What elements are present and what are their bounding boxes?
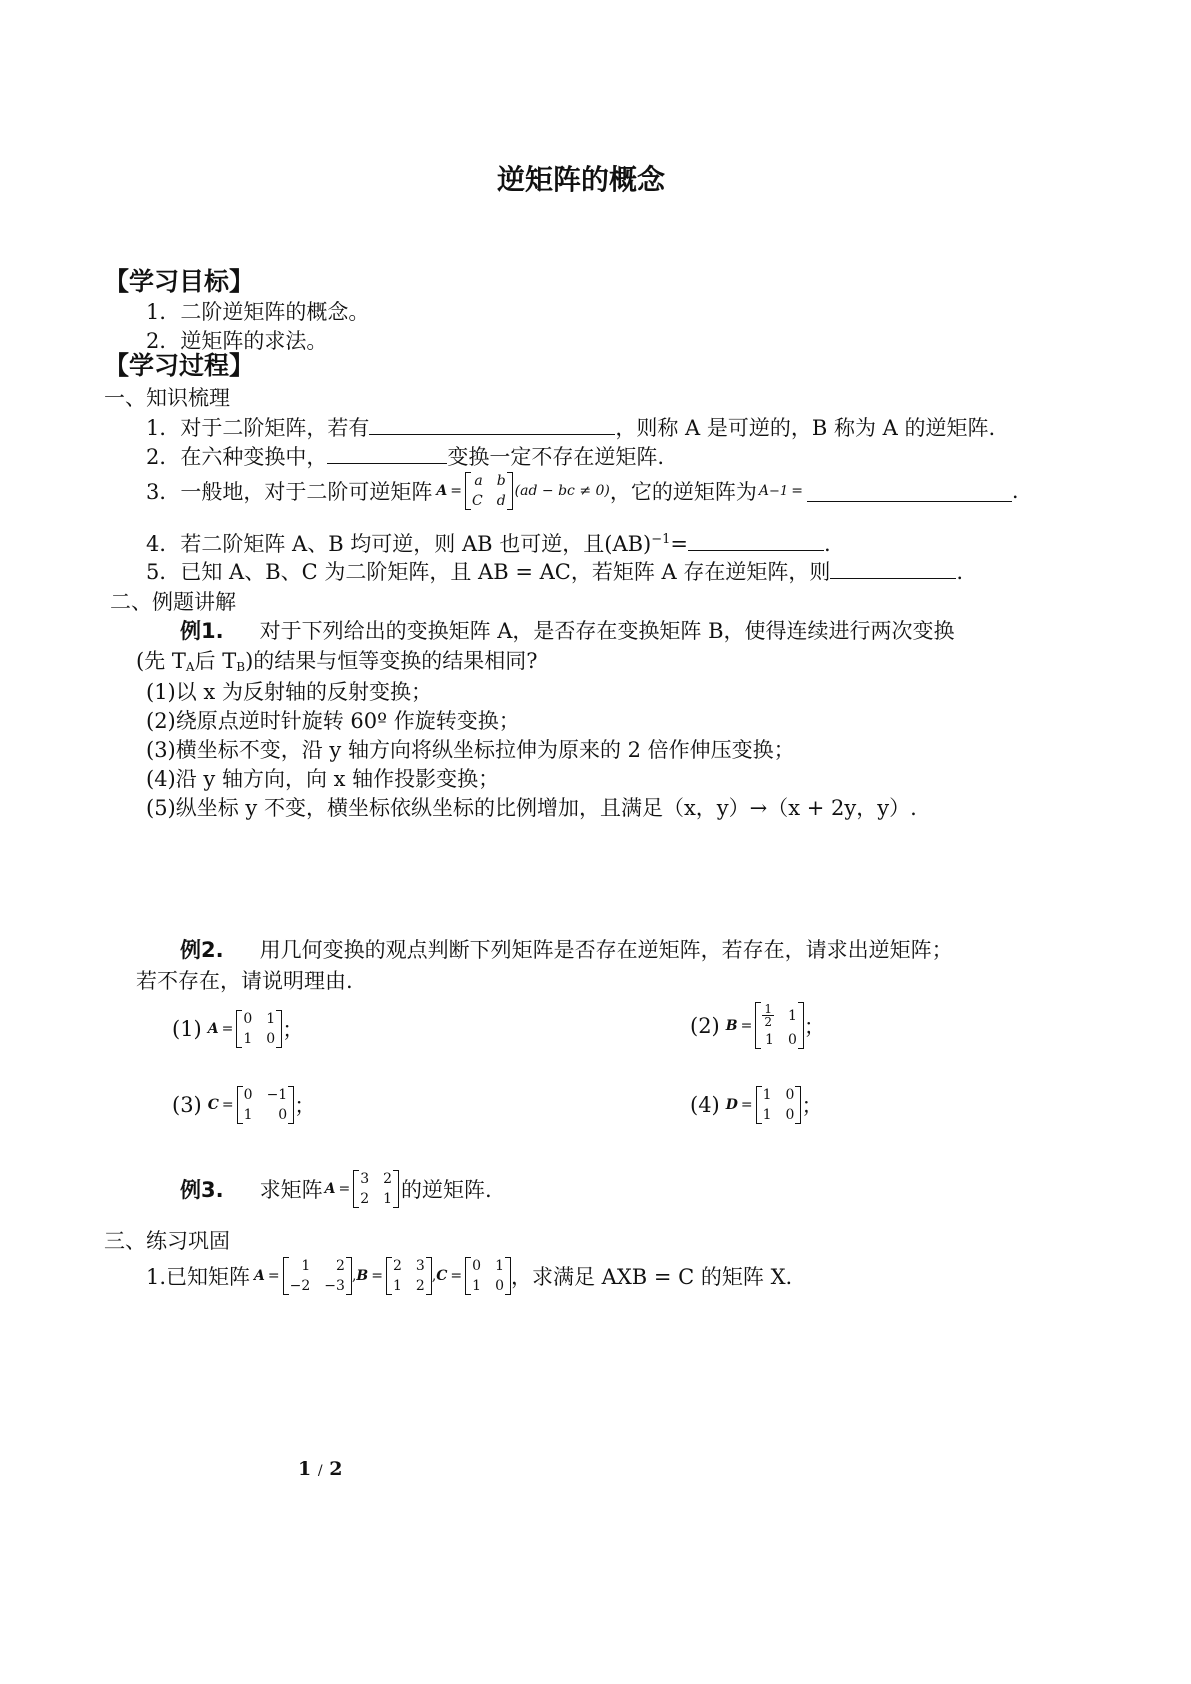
matrix-cell: d (496, 493, 506, 509)
inverse-sup: −1 (769, 483, 789, 499)
knowledge-item-4 (146, 528, 831, 558)
example-sub: A (185, 660, 195, 674)
inverse-symbol (759, 483, 803, 499)
example-sub: B (236, 660, 246, 674)
example-1-line2 (136, 645, 538, 675)
item-number: (4) (690, 1093, 720, 1117)
matrix-ex3: A = 3 2 2 1 (325, 1170, 399, 1208)
knowledge-text: 4．若二阶矩阵 A、B 均可逆，则 AB 也可逆，且(AB) (146, 532, 652, 556)
matrix-label: A (207, 1021, 219, 1037)
semicolon: ； (282, 1018, 304, 1042)
matrix-label: A (324, 1181, 336, 1197)
answer-blank[interactable] (830, 558, 956, 579)
example-label: 例2. (180, 938, 224, 962)
example-label: 例1. (180, 619, 224, 643)
example-1-item: (3)横坐标不变，沿 y 轴方向将纵坐标拉伸为原来的 2 倍作伸压变换； (146, 738, 795, 762)
example-2-line2: 若不存在，请说明理由. (136, 969, 353, 993)
page-number (298, 1458, 342, 1480)
example-1-item: (4)沿 y 轴方向，向 x 轴作投影变换； (146, 767, 500, 791)
goal-item: 1．二阶逆矩阵的概念。 (146, 300, 370, 324)
knowledge-text: 变换一定不存在逆矩阵. (447, 445, 665, 469)
knowledge-text: 3．一般地，对于二阶可逆矩阵 (146, 480, 433, 504)
item-number: (1) (172, 1017, 202, 1041)
matrix-cell: 1 (472, 1278, 482, 1294)
knowledge-text: ，它的逆矩阵为 (609, 480, 757, 504)
matrix-cell: 1 (301, 1258, 311, 1274)
knowledge-text: . (956, 560, 964, 584)
example-label: 例3. (180, 1178, 224, 1202)
example-text: 用几何变换的观点判断下列矩阵是否存在逆矩阵，若存在，请求出逆矩阵； (259, 938, 953, 962)
matrix-label: C (436, 1268, 448, 1284)
example-2-item-2 (690, 1002, 825, 1049)
example-1 (180, 615, 955, 645)
matrix-B: B = $\frac{1}{2}$ 1 1 0 (726, 1002, 804, 1049)
matrix-cell: 1 (266, 1011, 276, 1027)
matrix-cell: 1 (392, 1278, 402, 1294)
frac-denominator: 2 (764, 1015, 772, 1029)
practice-matrix-B: B = 2 3 1 2 (356, 1257, 431, 1295)
answer-blank[interactable] (688, 530, 824, 551)
matrix-cell: −3 (324, 1278, 345, 1294)
knowledge-item-5 (146, 556, 963, 586)
matrix-cell: 1 (765, 1032, 774, 1048)
practice-item-1: 1.已知矩阵 A = 1 2 −2 −3 , B = 2 3 1 2 , C = 0 1 1 0 ，求满足 AXB = C 的矩阵 X. (146, 1258, 793, 1294)
matrix-cell: 2 (415, 1278, 425, 1294)
page-title: 逆矩阵的概念 (497, 163, 666, 196)
knowledge-item-1 (146, 412, 995, 442)
matrix-label: B (725, 1017, 738, 1034)
inverse-eq: = (791, 483, 803, 499)
matrix-cell: b (496, 473, 506, 489)
matrix-cell: 3 (360, 1171, 370, 1187)
knowledge-text: 1．对于二阶矩阵，若有 (146, 416, 370, 440)
matrix-cell: 1 (762, 1087, 772, 1103)
knowledge-item-2 (146, 441, 664, 471)
matrix-cell: 0 (243, 1011, 253, 1027)
matrix-cell: 0 (243, 1087, 253, 1103)
matrix-C: C = 0 −1 1 0 (208, 1086, 294, 1124)
goals-heading: 【学习目标】 (104, 267, 255, 296)
matrix-cell: 2 (336, 1258, 345, 1274)
matrix-label: C (207, 1097, 219, 1113)
part3-heading: 三、练习巩固 (104, 1229, 230, 1253)
semicolon: ； (801, 1094, 823, 1118)
knowledge-sup: −1 (651, 532, 671, 547)
semicolon: ； (294, 1094, 316, 1118)
page-total: 2 (329, 1458, 343, 1480)
matrix-label: A (254, 1268, 265, 1284)
matrix-cell: 1 (762, 1107, 772, 1123)
example-text: (先 T (136, 649, 186, 673)
matrix-cell: 0 (495, 1278, 504, 1294)
knowledge-text: ，则称 A 是可逆的，B 称为 A 的逆矩阵. (615, 416, 996, 440)
matrix-general: A = a b C d (ad − bc ≠ 0) (436, 473, 610, 509)
page-sep: / (317, 1463, 323, 1479)
answer-blank[interactable] (807, 481, 1012, 502)
matrix-cell: C (471, 493, 483, 509)
matrix-cell: 2 (360, 1191, 370, 1207)
knowledge-text: 2．在六种变换中， (146, 445, 328, 469)
example-2-item-4 (690, 1086, 822, 1124)
goal-item: 2．逆矩阵的求法。 (146, 329, 328, 353)
matrix-D: D = 1 0 1 0 (726, 1086, 802, 1124)
matrix-cell: 1 (243, 1107, 253, 1123)
matrix-condition: (ad − bc ≠ 0) (514, 483, 610, 499)
matrix-cell: 0 (787, 1032, 797, 1048)
page-current: 1 (298, 1458, 312, 1480)
matrix-label: B (356, 1268, 369, 1284)
example-3 (180, 1170, 492, 1208)
example-text: 对于下列给出的变换矩阵 A，是否存在变换矩阵 B，使得连续进行两次变换 (259, 619, 955, 643)
knowledge-text: = (670, 532, 689, 556)
matrix-cell: −2 (289, 1278, 311, 1294)
matrix-cell: 0 (278, 1107, 288, 1123)
matrix-cell: 0 (266, 1031, 276, 1047)
example-2-item-1 (172, 1010, 303, 1048)
matrix-cell: 1 (787, 1007, 797, 1024)
matrix-cell: −1 (266, 1087, 288, 1103)
knowledge-text: 5．已知 A、B、C 为二阶矩阵，且 AB = AC，若矩阵 A 存在逆矩阵，则 (146, 560, 831, 584)
practice-text: 1.已知矩阵 (146, 1265, 251, 1289)
part2-heading: 二、例题讲解 (110, 590, 236, 614)
part1-heading: 一、知识梳理 (104, 386, 230, 410)
example-text: 求矩阵 (259, 1178, 323, 1202)
practice-text: ，求满足 AXB = C 的矩阵 X. (511, 1265, 793, 1289)
example-2-item-3 (172, 1086, 315, 1124)
item-number: (2) (690, 1013, 720, 1038)
matrix-fraction (762, 1003, 774, 1028)
answer-blank[interactable] (369, 414, 615, 435)
knowledge-item-3 (146, 472, 1019, 510)
answer-blank[interactable] (327, 443, 447, 464)
matrix-cell: 2 (392, 1258, 402, 1274)
matrix-cell: 1 (383, 1191, 393, 1207)
matrix-cell: 2 (383, 1171, 393, 1187)
matrix-A: A = 0 1 1 0 (208, 1010, 282, 1048)
example-1-item: (5)纵坐标 y 不变，横坐标依纵坐标的比例增加，且满足（x，y）→（x + 2y，y）. (146, 796, 917, 820)
matrix-label: A (436, 483, 448, 499)
matrix-cell: 1 (243, 1031, 253, 1047)
example-2 (180, 934, 953, 964)
example-text: 的逆矩阵. (401, 1178, 492, 1202)
matrix-cell: 0 (472, 1258, 482, 1274)
example-text: )的结果与恒等变换的结果相同? (245, 649, 538, 673)
example-text: 后 T (194, 649, 237, 673)
knowledge-text: . (1011, 479, 1019, 503)
practice-matrix-C: C = 0 1 1 0 (436, 1257, 511, 1295)
item-number: (3) (172, 1093, 202, 1117)
process-heading: 【学习过程】 (104, 351, 255, 380)
knowledge-text: . (824, 532, 831, 556)
inverse-label: A (758, 483, 770, 499)
example-1-item: (2)绕原点逆时针旋转 60º 作旋转变换； (146, 709, 520, 733)
matrix-cell: 1 (495, 1258, 504, 1274)
frac-numerator: 1 (764, 1002, 772, 1016)
example-1-item: (1)以 x 为反射轴的反射变换； (146, 680, 432, 704)
matrix-cell: 0 (785, 1087, 795, 1103)
semicolon: ； (803, 1014, 825, 1039)
matrix-cell: a (474, 473, 483, 489)
matrix-cell: 0 (785, 1107, 795, 1123)
matrix-label: D (725, 1097, 738, 1113)
practice-matrix-A: A = 1 2 −2 −3 (254, 1257, 352, 1295)
matrix-cell: 3 (415, 1258, 425, 1274)
